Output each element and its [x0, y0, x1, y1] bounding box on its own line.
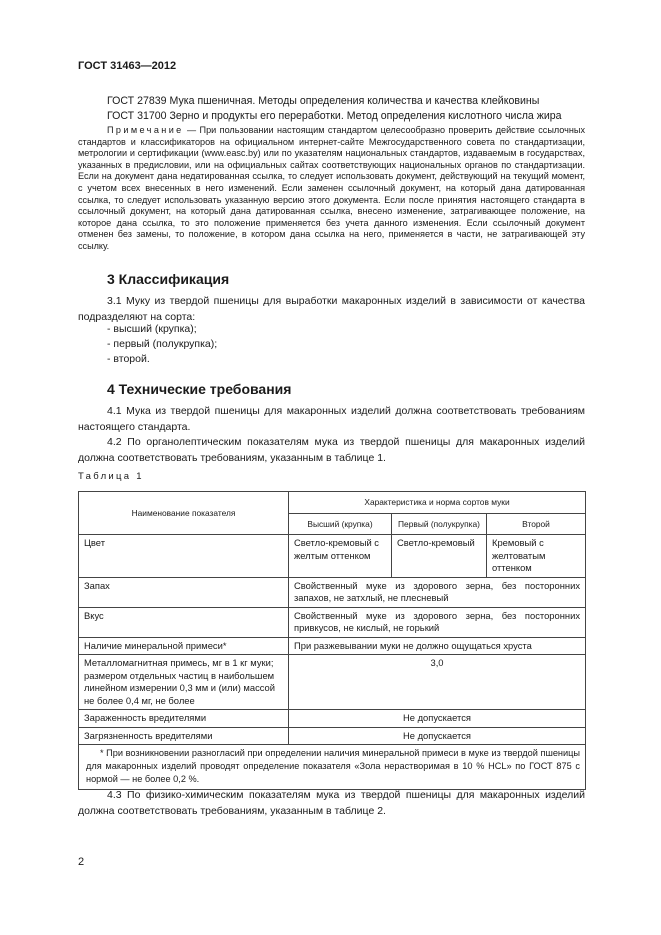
table-row: [79, 710, 586, 728]
note-paragraph: [78, 125, 585, 253]
table-1-caption: Таблица 1: [78, 471, 144, 482]
table-header-row: [79, 492, 586, 514]
row-name: Запах: [79, 577, 289, 607]
grade-list-item: - первый (полукрупка);: [107, 338, 218, 350]
grade-list-item: - второй.: [107, 353, 150, 365]
row-name: Зараженность вредителями: [79, 710, 289, 728]
reference-gost-27839: ГОСТ 27839 Мука пшеничная. Методы определения количества и качества клейковины: [107, 95, 540, 107]
header-grade-group: Характеристика и норма сортов муки: [289, 492, 586, 514]
cell-value: Светло-кремовый: [392, 535, 487, 578]
header-indicator-name: Наименование показателя: [79, 492, 289, 535]
page-number: 2: [78, 856, 85, 868]
cell-value: Свойственный муке из здорового зерна, без посторонних привкусов, не кислый, не горький: [289, 607, 586, 637]
header-grade-3: Второй: [487, 513, 586, 535]
note-lead: Примечание: [107, 125, 184, 135]
table-1: [78, 491, 586, 790]
cell-value: Свойственный муке из здорового зерна, без посторонних запахов, не затхлый, не плесневый: [289, 577, 586, 607]
row-name: Металломагнитная примесь, мг в 1 кг муки; размером отдельных частиц в наибольшем линейном измерении 0,3 мм и (или) массой не более 0,4 мг, не более: [79, 655, 289, 710]
table-row: [79, 535, 586, 578]
section-3-paragraph-1: 3.1 Муку из твердой пшеницы для выработки макаронных изделий в зависимости от качества подразделяют на сорта:: [78, 295, 585, 323]
table-row: [79, 655, 586, 710]
cell-value: Не допускается: [289, 710, 586, 728]
table-footnote: * При возникновении разногласий при определении наличия минеральной примеси в муке из твердой пшеницы для макаронных изделий проводят определение показателя «Зола нерастворимая в 10 % HCL» по ГОСТ 875 с нормой — не более 0,2 %.: [86, 748, 581, 784]
section-3-heading: 3 Классификация: [107, 271, 230, 287]
header-grade-1: Высший (крупка): [289, 513, 392, 535]
section-4-paragraph-2: 4.2 По органолептическим показателям мука из твердой пшеницы для макаронных изделий должна соответствовать требованиям, указанным в таблице 1.: [78, 436, 585, 464]
row-name: Загрязненность вредителями: [79, 727, 289, 745]
cell-value: Не допускается: [289, 727, 586, 745]
row-name: Цвет: [79, 535, 289, 578]
row-name: Наличие минеральной примеси*: [79, 637, 289, 655]
cell-value: Светло-кремовый с желтым оттенком: [289, 535, 392, 578]
reference-gost-31700: ГОСТ 31700 Зерно и продукты его переработки. Метод определения кислотного числа жира: [107, 110, 562, 122]
cell-value: Кремовый с желтоватым оттенком: [487, 535, 586, 578]
section-4-paragraph-1: 4.1 Мука из твердой пшеницы для макаронных изделий должна соответствовать требованиям настоящего стандарта.: [78, 405, 585, 433]
grade-list-item: - высший (крупка);: [107, 323, 197, 335]
cell-value: 3,0: [289, 655, 586, 710]
table-footnote-row: [79, 745, 586, 790]
cell-value: При разжевывании муки не должно ощущаться хруста: [289, 637, 586, 655]
table-row: [79, 577, 586, 607]
table-row: [79, 637, 586, 655]
table-row: [79, 727, 586, 745]
table-row: [79, 607, 586, 637]
row-name: Вкус: [79, 607, 289, 637]
section-4-heading: 4 Технические требования: [107, 381, 292, 397]
note-text: — При пользовании настоящим стандартом целесообразно проверить действие ссылочных стандартов и классификаторов на официальном интернет-сайте Межгосударственного совета по стандартизации, метрологии и сертификации (www.easc.by) или по указателям национальных стандартов, издаваемым в государствах, указанных в предисловии, или на официальных сайтах соответствующих национальных органов по стандартизации. Если на документ дана недатированная ссылка, то следует использовать документ, действующий на текущий момент, с учетом всех внесенных в него изменений. Если заменен ссылочный документ, на который дана датированная ссылка, то следует использовать указанную версию этого документа. Если после принятия настоящего стандарта в ссылочный документ, на который дана датированная ссылка, внесено изменение, затрагивающее положение, на которое дана ссылка, то это положение применяется без учета данного изменения. Если ссылочный документ отменен без замены, то положение, в котором дана ссылка на него, применяется в части, не затрагивающей эту ссылку.: [78, 125, 585, 251]
section-4-paragraph-3: 4.3 По физико-химическим показателям мука из твердой пшеницы для макаронных изделий должна соответствовать требованиям, указанным в таблице 2.: [78, 789, 585, 817]
standard-header: ГОСТ 31463—2012: [78, 60, 177, 72]
header-grade-2: Первый (полукрупка): [392, 513, 487, 535]
